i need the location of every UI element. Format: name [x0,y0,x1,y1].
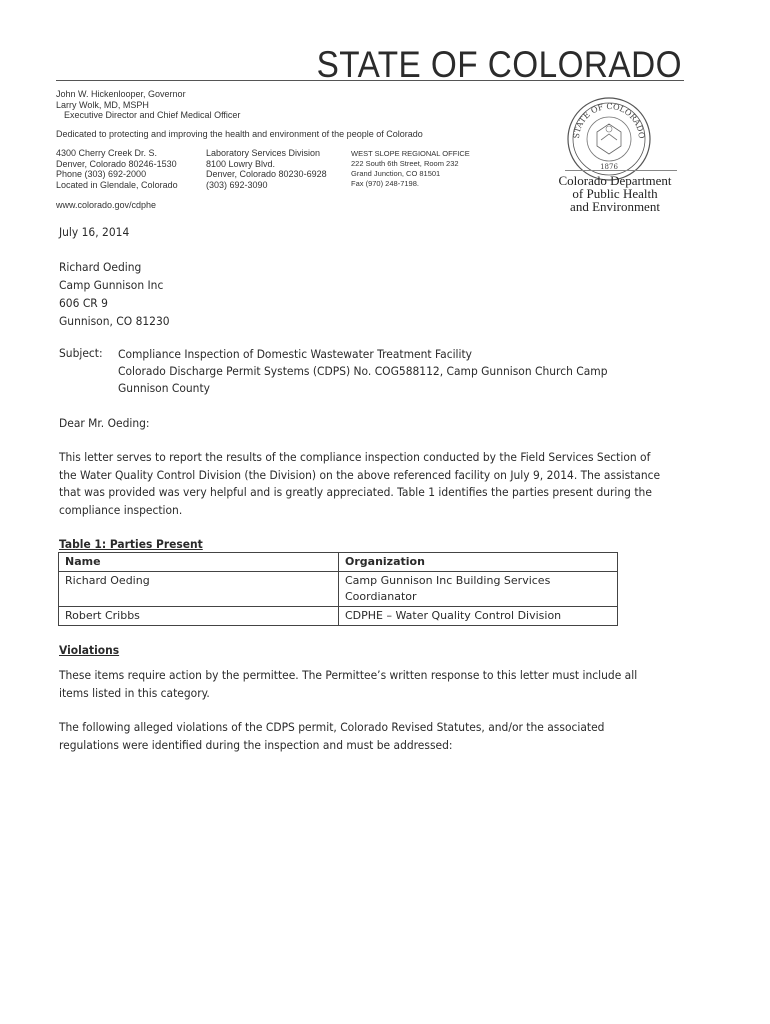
west-office-line: Grand Junction, CO 81501 [351,169,441,178]
lab-office-line: Denver, Colorado 80230-6928 [206,169,327,179]
seal-text: STATE OF COLORADO [571,101,647,139]
director-name: Larry Wolk, MD, MSPH [56,99,149,110]
recipient-address [59,258,170,330]
organization-line: Coordianator [345,590,417,603]
west-office-line: 222 South 6th Street, Room 232 [351,159,459,168]
paragraph-line: The following alleged violations of the CDPS permit, Colorado Revised Statutes, and/or the associated [59,720,605,734]
paragraph-line: items listed in this category. [59,685,210,700]
subject-text [118,346,608,397]
lab-office-line: Laboratory Services Division [206,148,321,158]
main-office-address [56,148,178,190]
main-office-line: Located in Glendale, Colorado [56,179,178,190]
main-office-line: Phone (303) 692-2000 [56,169,147,179]
paragraph-line: This letter serves to report the results of the compliance inspection conducted by the Field Services Section of [59,450,651,464]
party-name: Richard Oeding [59,572,339,607]
west-office-line: WEST SLOPE REGIONAL OFFICE [351,149,470,158]
main-office-line: 4300 Cherry Creek Dr. S. [56,148,158,158]
alleged-violations-paragraph [59,719,604,754]
table-caption: Table 1: Parties Present [59,537,203,551]
main-office-line: Denver, Colorado 80246-1530 [56,158,177,169]
table-row [59,572,618,607]
parties-table [58,552,618,626]
subject-label: Subject: [59,346,103,360]
recipient-line: Richard Oeding [59,260,142,274]
title-rule [56,80,684,81]
recipient-line: Gunnison, CO 81230 [59,314,170,328]
salutation: Dear Mr. Oeding: [59,416,150,430]
paragraph-line: that was provided was very helpful and is greatly appreciated. Table 1 identifies the parties present during the [59,485,652,499]
department-line: of Public Health [572,186,658,201]
violations-heading: Violations [59,643,120,657]
lab-office-line: 8100 Lowry Blvd. [206,158,276,169]
letter-date: July 16, 2014 [59,225,130,239]
department-name [555,174,675,213]
governor-line: John W. Hickenlooper, Governor [56,89,186,99]
party-organization [339,572,618,607]
subject-line: Compliance Inspection of Domestic Wastewater Treatment Facility [118,347,473,361]
paragraph-line: These items require action by the permittee. The Permittee’s written response to this letter must include all [59,668,638,682]
recipient-line: Camp Gunnison Inc [59,278,164,292]
column-header-organization: Organization [339,553,618,572]
department-rule [565,170,677,171]
violations-paragraph [59,667,637,702]
lab-office-address [206,148,327,190]
west-office-line: Fax (970) 248-7198. [351,179,419,188]
party-organization: CDPHE – Water Quality Control Division [339,607,618,626]
paragraph-line: the Water Quality Control Division (the Division) on the above referenced facility on July 9, 2014. The assistance [59,467,661,482]
department-line: Colorado Department [558,173,672,188]
seal-year: 1876 [600,163,618,171]
department-line: and Environment [570,199,660,214]
paragraph-line: regulations were identified during the inspection and must be addressed: [59,737,453,752]
recipient-line: 606 CR 9 [59,296,108,310]
state-title: STATE OF COLORADO [316,44,682,85]
party-name: Robert Cribbs [59,607,339,626]
dedication-line: Dedicated to protecting and improving the health and environment of the people of Colorado [56,129,423,139]
organization-line: Camp Gunnison Inc Building Services [345,574,551,587]
lab-office-line: (303) 692-3090 [206,179,268,190]
table-header-row [59,553,618,572]
table-row [59,607,618,626]
director-title: Executive Director and Chief Medical Officer [64,110,241,120]
paragraph-line: compliance inspection. [59,502,183,517]
subject-line: Gunnison County [118,381,210,395]
subject-line: Colorado Discharge Permit Systems (CDPS) No. COG588112, Camp Gunnison Church Camp [118,364,608,378]
website-url: www.colorado.gov/cdphe [56,200,157,210]
officials-block [56,89,240,121]
intro-paragraph [59,449,660,519]
west-slope-office-address [351,149,470,189]
column-header-name: Name [59,553,339,572]
